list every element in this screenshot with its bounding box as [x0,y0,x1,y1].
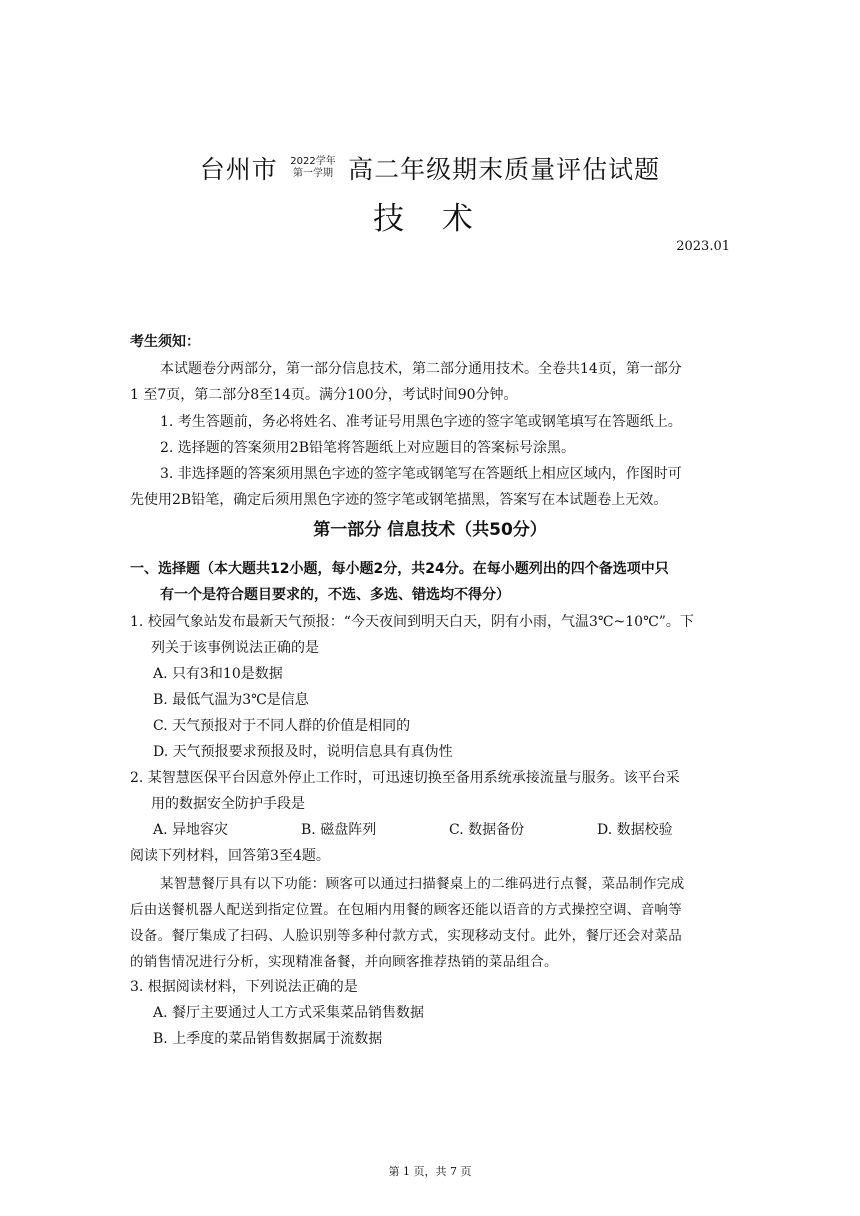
notice-item-3a: 3. 非选择题的答案须用黑色字迹的签字笔或钢笔写在答题纸上相应区域内，作图时可 [160,466,682,482]
reading-paragraph-1: 某智慧餐厅具有以下功能：顾客可以通过扫描餐桌上的二维码进行点餐，菜品制作完成 [160,876,685,892]
reading-paragraph-2: 后由送餐机器人配送到指定位置。在包厢内用餐的顾客还能以语音的方式操控空调、音响等 [130,902,682,918]
q2-option-c: C. 数据备份 [449,822,525,838]
reading-paragraph-4: 的销售情况进行分析，实现精准备餐，并向顾客推荐热销的菜品组合。 [130,954,558,970]
subject-title: 技 术 [373,201,487,237]
notice-heading: 考生须知： [130,334,200,350]
q1-option-c: C. 天气预报对于不同人群的价值是相同的 [153,718,411,734]
section-heading-a: 一、选择题（本大题共12小题，每小题2分，共24分。在每小题列出的四个备选项中只 [130,561,669,577]
q3-stem: 3. 根据阅读材料，下列说法正确的是 [130,979,358,995]
city-name: 台州市 [199,155,278,184]
exam-title-row [0,150,860,186]
exam-date: 2023.01 [676,239,730,254]
section-heading-b: 有一个是符合题目要求的，不选、多选、错选均不得分） [160,587,510,603]
part-one-heading: 第一部分 信息技术（共50分） [313,520,547,540]
notice-intro-2: 1 至7页，第二部分8至14页。满分100分，考试时间90分钟。 [130,387,518,403]
reading-lead: 阅读下列材料，回答第3至4题。 [130,848,330,864]
notice-intro-1: 本试题卷分两部分，第一部分信息技术，第二部分通用技术。全卷共14页，第一部分 [160,361,682,377]
q2-stem-2: 用的数据安全防护手段是 [151,796,305,812]
notice-item-2: 2. 选择题的答案须用2B铅笔将答题纸上对应题目的答案标号涂黑。 [160,440,576,456]
q1-option-b: B. 最低气温为3℃是信息 [153,692,309,708]
semester: 第一学期 [292,168,333,179]
q3-option-a: A. 餐厅主要通过人工方式采集菜品销售数据 [153,1005,425,1021]
q2-stem-1: 2. 某智慧医保平台因意外停止工作时，可迅速切换至备用系统承接流量与服务。该平台采 [130,770,680,786]
q1-option-d: D. 天气预报要求预报及时，说明信息具有真伪性 [153,744,453,760]
q1-stem-2: 列关于该事例说法正确的是 [151,640,319,656]
q1-option-a: A. 只有3和10是数据 [153,666,283,682]
school-year: 2022学年 [290,156,336,167]
q1-stem-1: 1. 校园气象站发布最新天气预报：“今天夜间到明天白天，阴有小雨，气温3℃~10℃”。下 [130,614,694,630]
notice-item-1: 1. 考生答题前，务必将姓名、准考证号用黑色字迹的签字笔或钢笔填写在答题纸上。 [160,414,682,430]
reading-paragraph-3: 设备。餐厅集成了扫码、人脸识别等多种付款方式，实现移动支付。此外，餐厅还会对菜品 [130,928,682,944]
exam-title: 高二年级期末质量评估试题 [348,155,661,184]
school-year-label [290,156,335,180]
q3-option-b: B. 上季度的菜品销售数据属于流数据 [153,1031,383,1047]
q2-option-b: B. 磁盘阵列 [301,822,377,838]
page-footer: 第 1 页，共 7 页 [388,1165,472,1178]
q2-option-d: D. 数据校验 [597,822,673,838]
q2-option-a: A. 异地容灾 [153,822,229,838]
notice-item-3b: 先使用2B铅笔，确定后须用黑色字迹的签字笔或钢笔描黑，答案写在本试题卷上无效。 [130,492,668,508]
